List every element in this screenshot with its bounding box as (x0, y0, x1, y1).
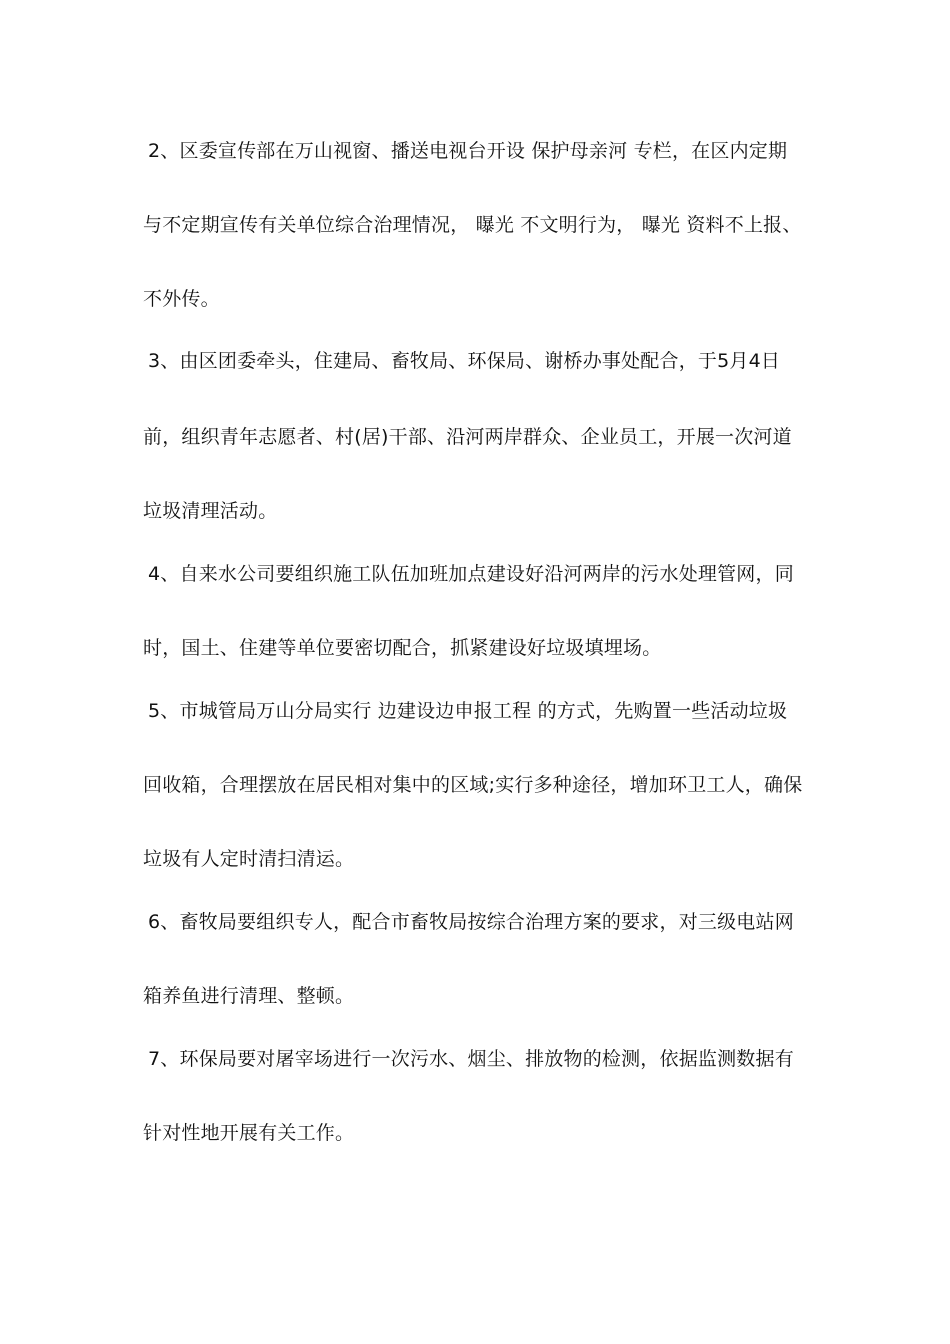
paragraph-2-line-1: 2、区委宣传部在万山视窗、播送电视台开设 保护母亲河 专栏，在区内定期 (148, 140, 788, 162)
paragraph-7-line-1: 7、环保局要对屠宰场进行一次污水、烟尘、排放物的检测，依据监测数据有 (148, 1048, 794, 1070)
paragraph-2-line-2: 与不定期宣传有关单位综合治理情况， 曝光 不文明行为， 曝光 资料不上报、 (143, 214, 802, 236)
paragraph-5-line-3: 垃圾有人定时清扫清运。 (143, 848, 355, 870)
paragraph-2-line-3: 不外传。 (143, 288, 220, 310)
paragraph-3-line-3: 垃圾清理活动。 (143, 500, 278, 522)
paragraph-5-line-1: 5、市城管局万山分局实行 边建设边申报工程 的方式，先购置一些活动垃圾 (148, 700, 788, 722)
paragraph-6-line-1: 6、畜牧局要组织专人，配合市畜牧局按综合治理方案的要求，对三级电站网 (148, 911, 794, 933)
paragraph-4-line-2: 时，国土、住建等单位要密切配合，抓紧建设好垃圾填埋场。 (143, 637, 662, 659)
paragraph-4-line-1: 4、自来水公司要组织施工队伍加班加点建设好沿河两岸的污水处理管网，同 (148, 563, 794, 585)
paragraph-6-line-2: 箱养鱼进行清理、整顿。 (143, 985, 355, 1007)
paragraph-5-line-2: 回收箱，合理摆放在居民相对集中的区域;实行多种途径，增加环卫工人，确保 (143, 774, 803, 796)
paragraph-3-line-2: 前，组织青年志愿者、村(居)干部、沿河两岸群众、企业员工，开展一次河道 (143, 426, 792, 448)
paragraph-3-line-1: 3、由区团委牵头，住建局、畜牧局、环保局、谢桥办事处配合，于5月4日 (148, 350, 781, 372)
paragraph-7-line-2: 针对性地开展有关工作。 (143, 1122, 355, 1144)
